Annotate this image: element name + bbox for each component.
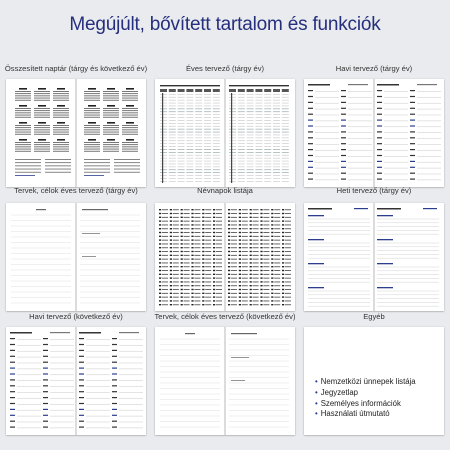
- other-item-text: Nemzetközi ünnepek listája: [320, 377, 416, 386]
- panel-label: Tervek, célok éves tervező (tárgy év): [14, 186, 138, 195]
- page-spread-graphic: [6, 79, 146, 187]
- book-preview: [304, 79, 444, 187]
- other-item-text: Használati útmutató: [320, 409, 390, 419]
- panel-label: Heti tervező (tárgy év): [336, 186, 412, 195]
- book-preview: [6, 327, 146, 435]
- page-spread-graphic: [6, 203, 146, 311]
- panel-label: Névnapok listája: [197, 186, 253, 195]
- panel-label: Havi tervező (tárgy év): [335, 64, 413, 73]
- bullet-icon: •: [315, 398, 318, 408]
- page-spread-graphic: [6, 327, 146, 435]
- book-preview: [6, 79, 146, 187]
- page-spread-graphic: [155, 203, 295, 311]
- other-list-card: [304, 327, 444, 435]
- panel-label: Havi tervező (következő év): [29, 312, 123, 321]
- book-preview: [155, 79, 295, 187]
- other-list: [315, 377, 416, 420]
- book-preview: [6, 203, 146, 311]
- page-heading: Megújúlt, bővített tartalom és funkciók: [69, 14, 381, 35]
- bullet-icon: •: [315, 387, 318, 397]
- other-item-text: Jegyzetlap: [320, 387, 359, 397]
- other-item-text: Személyes információk: [320, 398, 401, 408]
- panel-label: Éves tervező (tárgy év): [185, 64, 265, 73]
- book-preview: [304, 203, 444, 311]
- page-spread-graphic: [155, 79, 295, 187]
- page-spread-graphic: [155, 327, 295, 435]
- panel-label: Összesített naptár (tárgy és következő év): [4, 64, 148, 73]
- page-spread-graphic: [304, 203, 444, 311]
- other-list-item: [315, 388, 416, 399]
- other-list-item: [315, 409, 416, 420]
- book-preview: [155, 327, 295, 435]
- panel-label: Tervek, célok éves tervező (következő év): [154, 312, 296, 321]
- other-list-item: [315, 377, 416, 388]
- page-spread-graphic: [304, 79, 444, 187]
- bullet-icon: •: [315, 377, 318, 386]
- book-preview: [155, 203, 295, 311]
- other-list-item: [315, 399, 416, 410]
- panel-label: Egyéb: [363, 312, 385, 321]
- bullet-icon: •: [315, 409, 318, 419]
